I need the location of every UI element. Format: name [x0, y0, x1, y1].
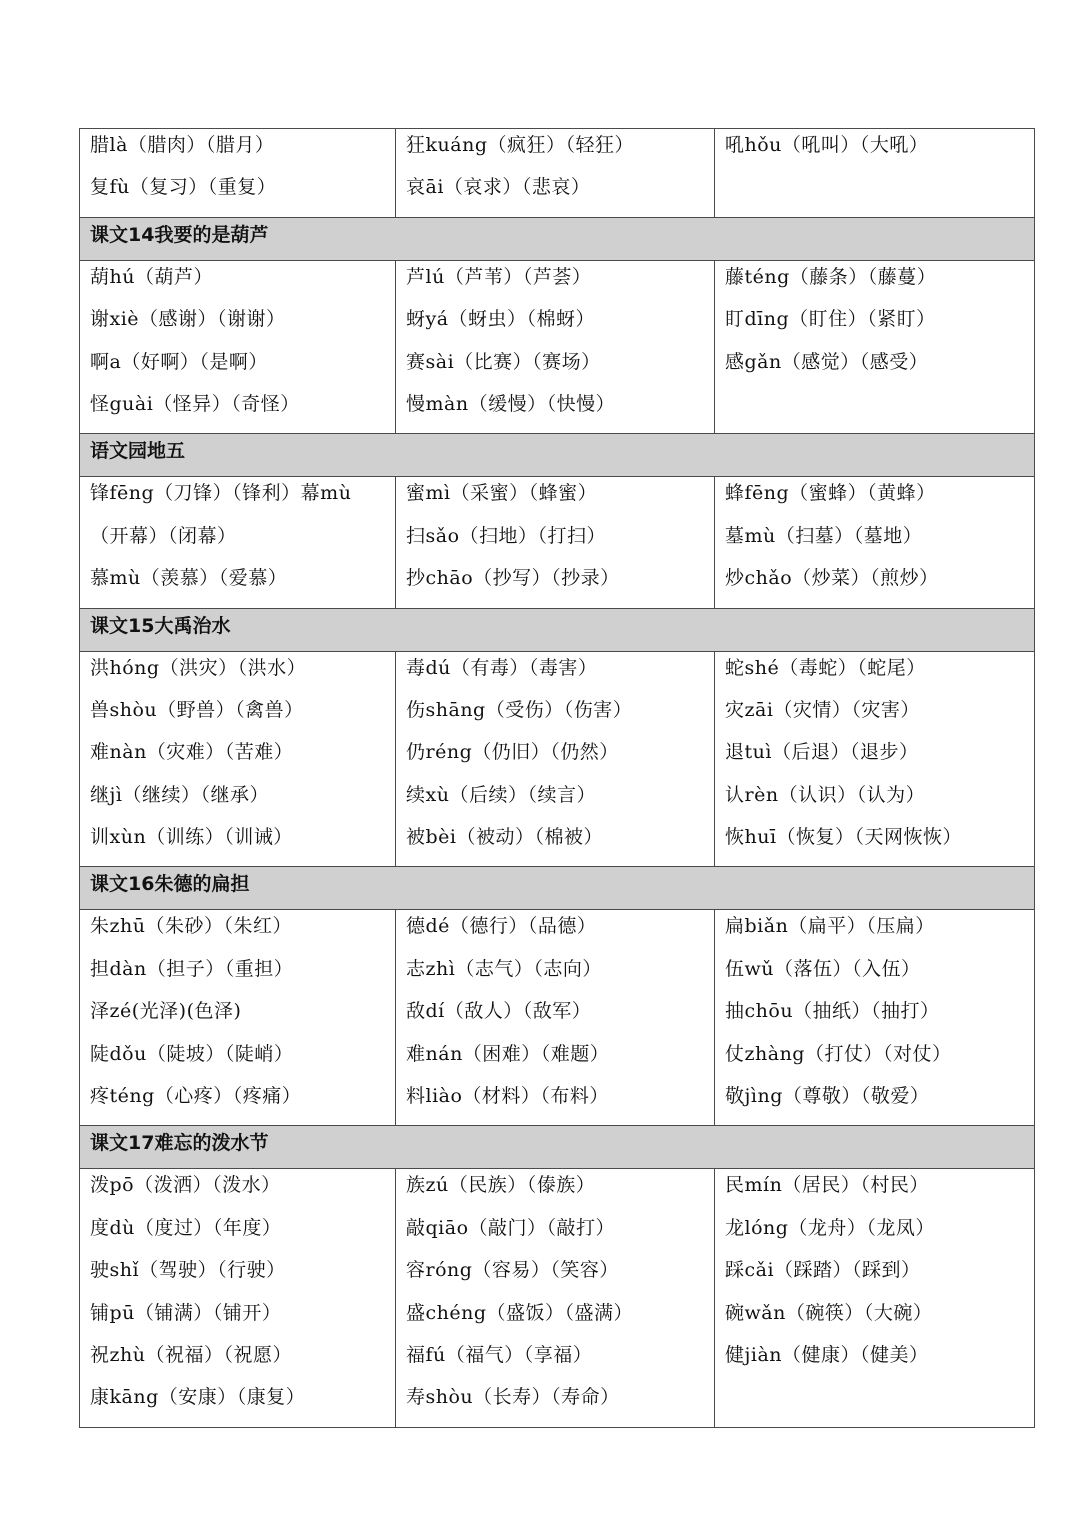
vocab-cell: [80, 910, 396, 1126]
vocab-entry: 民mín（居民）（村民）: [725, 1174, 929, 1197]
vocab-entry: 仍réng（仍旧）（仍然）: [406, 741, 619, 764]
vocab-entry: 难nàn（灾难）（苦难）: [90, 741, 294, 764]
vocab-entry: 伍wǔ（落伍）（入伍）: [725, 957, 921, 980]
vocab-entry: 芦lú（芦苇）（芦荟）: [406, 265, 592, 288]
vocab-cell: [396, 129, 715, 218]
vocab-entry: 锋fēng（刀锋）（锋利）幕mù: [90, 482, 352, 505]
vocab-cell: [715, 477, 1035, 608]
vocab-cell: [80, 129, 396, 218]
vocab-entry: 健jiàn（健康）（健美）: [725, 1343, 929, 1366]
vocab-row: [80, 651, 1035, 867]
vocab-entry: 谢xiè（感谢）（谢谢）: [90, 308, 286, 331]
vocab-entry: 度dù（度过）（年度）: [90, 1216, 282, 1239]
vocab-entry: 仗zhàng（打仗）（对仗）: [725, 1042, 952, 1065]
section-title-cell: [80, 217, 1035, 260]
section-header-row: [80, 434, 1035, 477]
vocab-entry: 祝zhù（祝福）（祝愿）: [90, 1343, 292, 1366]
vocab-row: [80, 910, 1035, 1126]
vocab-cell: [396, 1169, 715, 1427]
vocab-cell: [80, 260, 396, 434]
vocab-entry: 慕mù（羡慕）（爱慕）: [90, 567, 288, 590]
vocab-cell: [396, 477, 715, 608]
vocab-entry: 容róng（容易）（笑容）: [406, 1259, 619, 1282]
vocab-entry: 训xùn（训练）（训诫）: [90, 826, 293, 849]
vocab-entry: 敌dí（敌人）（敌军）: [406, 1000, 592, 1023]
vocab-cell: [715, 910, 1035, 1126]
vocab-entry: 蜂fēng（蜜蜂）（黄蜂）: [725, 482, 936, 505]
vocab-entry: 怪guài（怪异）（奇怪）: [90, 392, 300, 415]
vocab-entry: 踩cǎi（踩踏）（踩到）: [725, 1259, 921, 1282]
vocab-entry: 恢huī（恢复）（天网恢恢）: [725, 826, 963, 849]
vocab-entry: 慢màn（缓慢）（快慢）: [406, 392, 616, 415]
vocab-entry: 毒dú（有毒）（毒害）: [406, 656, 598, 679]
vocab-entry: 难nán（困难）（难题）: [406, 1042, 610, 1065]
vocab-entry: 抄chāo（抄写）（抄录）: [406, 567, 620, 590]
vocab-entry: 蜜mì（采蜜）（蜂蜜）: [406, 482, 598, 505]
vocab-entry: 敬jìng（尊敬）（敬爱）: [725, 1085, 930, 1108]
section-title: 课文14我要的是葫芦: [90, 223, 269, 246]
vocab-entry: 狂kuáng（疯狂）（轻狂）: [406, 134, 634, 156]
vocab-entry: 赛sài（比赛）（赛场）: [406, 350, 601, 373]
vocab-cell: [715, 651, 1035, 867]
vocabulary-table: [79, 128, 1035, 1428]
section-title-cell: [80, 434, 1035, 477]
section-header-row: [80, 867, 1035, 910]
section-header-row: [80, 608, 1035, 651]
vocab-entry: 墓mù（扫墓）（墓地）: [725, 524, 923, 547]
section-title-cell: [80, 1126, 1035, 1169]
vocab-entry: 福fú（福气）（享福）: [406, 1343, 593, 1366]
section-title-cell: [80, 608, 1035, 651]
vocab-entry: 抽chōu（抽纸）（抽打）: [725, 1000, 940, 1023]
vocab-entry: 蚜yá（蚜虫）（棉蚜）: [406, 308, 596, 331]
vocab-cell: [396, 651, 715, 867]
vocab-entry: 泼pō（泼洒）（泼水）: [90, 1174, 281, 1197]
vocab-cell: [396, 260, 715, 434]
vocab-entry: 吼hǒu（吼叫）（大吼）: [725, 134, 929, 156]
vocab-entry: 疼téng（心疼）（疼痛）: [90, 1085, 302, 1108]
vocab-entry: 朱zhū（朱砂）（朱红）: [90, 915, 292, 938]
vocab-entry: 盯dīng（盯住）（紧盯）: [725, 308, 936, 331]
section-title-cell: [80, 867, 1035, 910]
vocab-entry: 啊a（好啊）（是啊）: [90, 350, 268, 373]
vocab-entry: 伤shāng（受伤）（伤害）: [406, 698, 633, 721]
vocab-row: [80, 129, 1035, 218]
vocab-entry: 龙lóng（龙舟）（龙凤）: [725, 1216, 935, 1239]
vocab-cell: [715, 260, 1035, 434]
vocab-entry: 驶shǐ（驾驶）（行驶）: [90, 1259, 286, 1282]
vocab-entry: 寿shòu（长寿）（寿命）: [406, 1386, 620, 1409]
vocab-entry: 族zú（民族）（傣族）: [406, 1174, 596, 1197]
section-title: 语文园地五: [90, 440, 186, 463]
vocab-entry: 料liào（材料）（布料）: [406, 1085, 609, 1108]
vocab-entry: 铺pū（铺满）（铺开）: [90, 1301, 282, 1324]
vocab-row: [80, 260, 1035, 434]
vocab-entry: 腊là（腊肉）（腊月）: [90, 134, 275, 156]
vocab-entry: 扫sǎo（扫地）（打扫）: [406, 524, 607, 547]
vocab-entry: 退tuì（后退）（退步）: [725, 741, 919, 764]
vocab-cell: [80, 477, 396, 608]
vocab-entry: 志zhì（志气）（志向）: [406, 957, 602, 980]
section-title: 课文15大禹治水: [90, 614, 231, 637]
vocab-entry: 哀āi（哀求）（悲哀）: [406, 176, 591, 199]
section-header-row: [80, 217, 1035, 260]
section-header-row: [80, 1126, 1035, 1169]
vocab-entry: 泽zé(光泽)(色泽): [90, 1000, 242, 1023]
vocab-entry: 碗wǎn（碗筷）（大碗）: [725, 1301, 933, 1324]
vocab-entry: 洪hóng（洪灾）（洪水）: [90, 656, 307, 679]
vocab-entry: （开幕）（闭幕）: [90, 524, 237, 547]
vocab-entry: 葫hú（葫芦）: [90, 265, 213, 288]
vocab-entry: 兽shòu（野兽）（禽兽）: [90, 698, 304, 721]
vocab-entry: 扁biǎn（扁平）（压扁）: [725, 915, 935, 938]
vocab-entry: 盛chéng（盛饭）（盛满）: [406, 1301, 634, 1324]
vocab-cell: [396, 910, 715, 1126]
vocab-entry: 被bèi（被动）（棉被）: [406, 826, 603, 849]
vocab-entry: 藤téng（藤条）（藤蔓）: [725, 265, 937, 288]
vocab-row: [80, 477, 1035, 608]
vocab-entry: 续xù（后续）（续言）: [406, 783, 596, 806]
vocab-entry: 敲qiāo（敲门）（敲打）: [406, 1216, 616, 1239]
vocab-entry: 康kāng（安康）（康复）: [90, 1386, 306, 1409]
vocab-entry: 继jì（继续）（继承）: [90, 783, 269, 806]
vocab-entry: 德dé（德行）（品德）: [406, 915, 597, 938]
vocab-row: [80, 1169, 1035, 1427]
vocab-entry: 陡dǒu（陡坡）（陡峭）: [90, 1042, 294, 1065]
vocab-entry: 认rèn（认识）（认为）: [725, 783, 926, 806]
section-title: 课文16朱德的扁担: [90, 873, 250, 896]
vocab-entry: 灾zāi（灾情）（灾害）: [725, 698, 920, 721]
vocab-cell: [80, 1169, 396, 1427]
vocab-cell: [80, 651, 396, 867]
vocab-entry: 感gǎn（感觉）（感受）: [725, 350, 929, 373]
vocab-entry: 炒chǎo（炒菜）（煎炒）: [725, 567, 939, 590]
vocabulary-table-body: [80, 129, 1035, 1428]
vocab-entry: 复fù（复习）（重复）: [90, 176, 277, 199]
vocab-cell: [715, 1169, 1035, 1427]
vocab-entry: 担dàn（担子）（重担）: [90, 957, 294, 980]
vocab-cell: [715, 129, 1035, 218]
vocab-entry: 蛇shé（毒蛇）（蛇尾）: [725, 656, 926, 679]
section-title: 课文17难忘的泼水节: [90, 1132, 269, 1155]
